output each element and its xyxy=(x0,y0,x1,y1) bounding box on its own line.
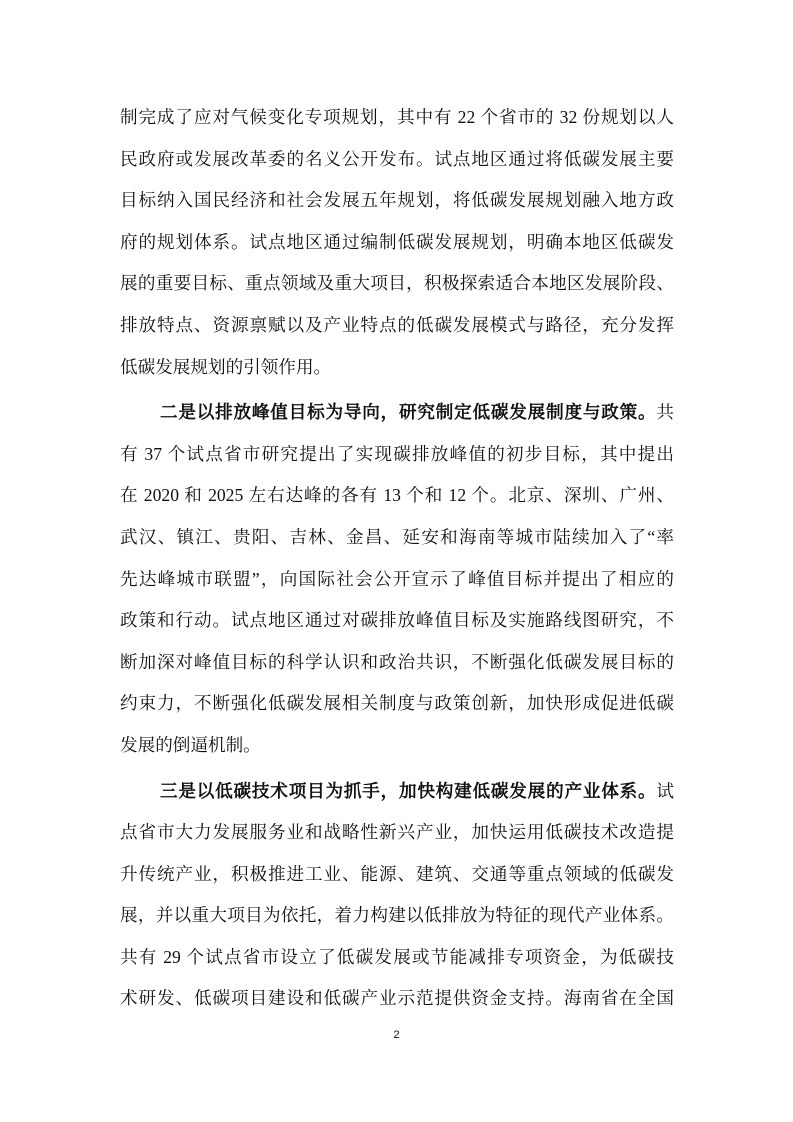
text-line: 点省市大力发展服务业和战略性新兴产业，加快运用低碳技术改造提 xyxy=(120,822,674,843)
paragraph-planning xyxy=(120,97,674,388)
paragraph-lead: 三是以低碳技术项目为抓手，加快构建低碳发展的产业体系。 xyxy=(160,780,657,801)
text-line: 升传统产业，积极推进工业、能源、建筑、交通等重点领域的低碳发 xyxy=(120,863,674,884)
text-line: 有 37 个试点省市研究提出了实现碳排放峰值的初步目标，其中提出 xyxy=(120,443,674,464)
text-line: 政策和行动。试点地区通过对碳排放峰值目标及实施路线图研究，不 xyxy=(120,610,674,631)
paragraph-lead: 二是以排放峰值目标为导向，研究制定低碳发展制度与政策。 xyxy=(160,402,657,423)
text-line: 制完成了应对气候变化专项规划，其中有 22 个省市的 32 份规划以人 xyxy=(120,107,674,127)
text-run: 共 xyxy=(656,402,674,423)
text-line xyxy=(120,392,674,434)
paragraph-industry-system xyxy=(120,771,674,1021)
page-number: 2 xyxy=(393,1029,400,1041)
text-line: 术研发、低碳项目建设和低碳产业示范提供资金支持。海南省在全国 xyxy=(120,988,674,1009)
text-line: 低碳发展规划的引领作用。 xyxy=(120,356,332,377)
text-line: 排放特点、资源禀赋以及产业特点的低碳发展模式与路径，充分发挥 xyxy=(120,314,674,335)
text-line: 武汉、镇江、贵阳、吉林、金昌、延安和海南等城市陆续加入了“率 xyxy=(120,526,674,547)
text-line: 目标纳入国民经济和社会发展五年规划，将低碳发展规划融入地方政 xyxy=(120,190,674,211)
text-line: 断加深对峰值目标的科学认识和政治共识，不断强化低碳发展目标的 xyxy=(120,651,674,672)
text-line: 约束力，不断强化低碳发展相关制度与政策创新，加快形成促进低碳 xyxy=(120,693,674,714)
document-body xyxy=(120,97,674,1020)
text-line: 展的重要目标、重点领域及重大项目，积极探索适合本地区发展阶段、 xyxy=(120,273,674,294)
text-line: 展，并以重大项目为依托，着力构建以低排放为特征的现代产业体系。 xyxy=(120,905,674,926)
text-line: 发展的倒逼机制。 xyxy=(120,734,261,755)
text-line: 先达峰城市联盟”，向国际社会公开宣示了峰值目标并提出了相应的 xyxy=(120,568,674,589)
text-line: 在 2020 和 2025 左右达峰的各有 13 个和 12 个。北京、深圳、广州、 xyxy=(120,485,674,506)
text-run: 试 xyxy=(656,780,674,801)
text-line: 府的规划体系。试点地区通过编制低碳发展规划，明确本地区低碳发 xyxy=(120,231,674,252)
text-line: 共有 29 个试点省市设立了低碳发展或节能减排专项资金，为低碳技 xyxy=(120,946,674,967)
paragraph-peak-target xyxy=(120,392,674,766)
text-line xyxy=(120,771,674,813)
text-line: 民政府或发展改革委的名义公开发布。试点地区通过将低碳发展主要 xyxy=(120,148,674,169)
